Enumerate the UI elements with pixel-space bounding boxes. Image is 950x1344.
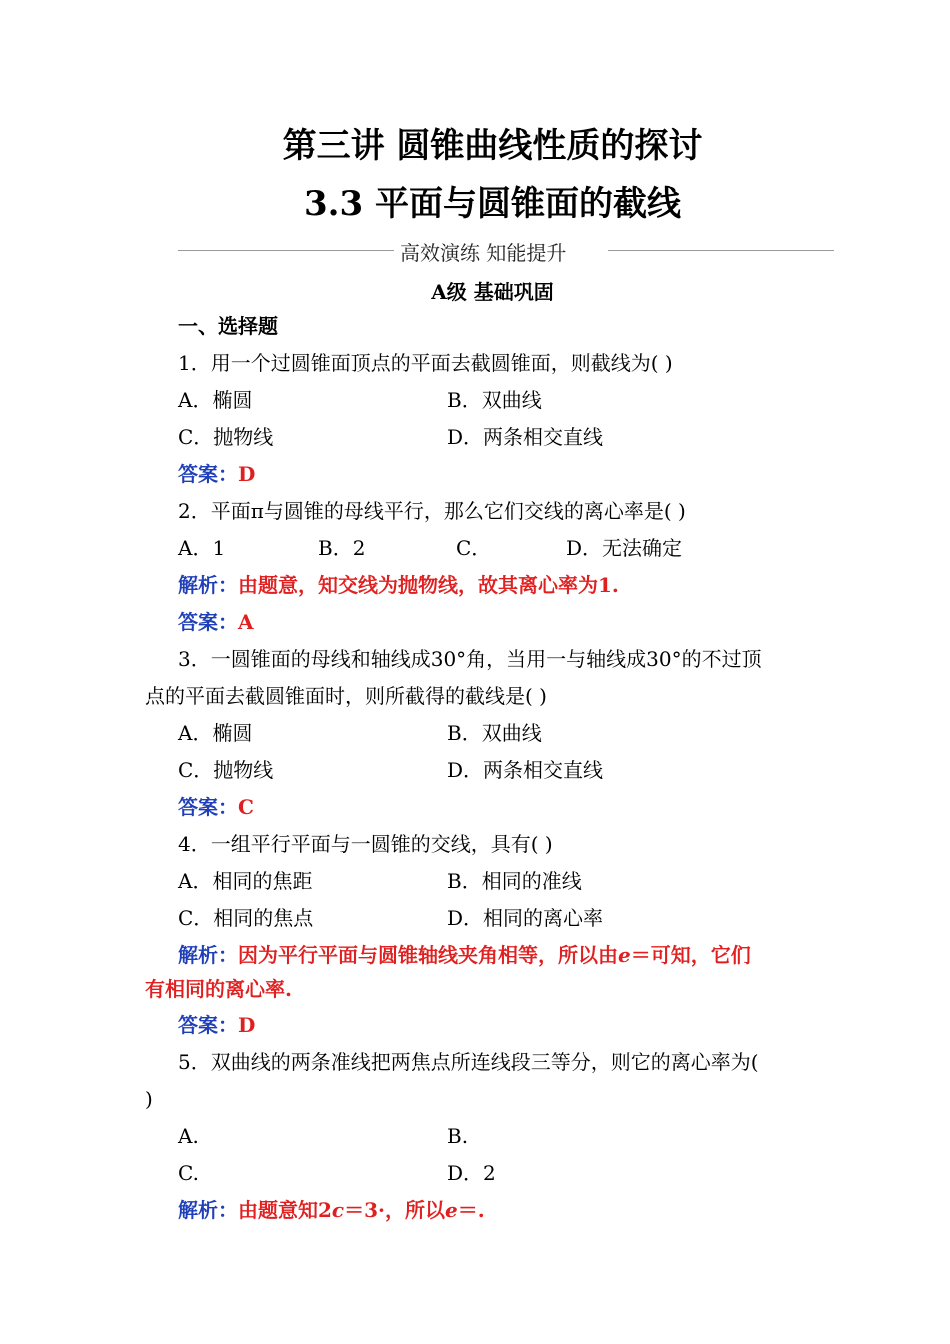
q5-option-b: B. [447,1124,469,1148]
answer-value: C [238,795,254,819]
analysis-text: 由题意，知交线为抛物线，故其离心率为1. [238,573,619,597]
analysis-text: ＝可知，它们 [630,943,751,967]
q2-answer [178,609,254,635]
analysis-text: 由题意知2 [238,1198,332,1222]
q2-option-b: B．2 [318,536,366,560]
analysis-variable: e [618,943,631,967]
answer-label: 答案： [178,1013,238,1037]
q2-option-c: C． [456,536,492,560]
section-title: 3.3 平面与圆锥面的截线 [304,184,681,224]
q3-option-b: B．双曲线 [447,721,542,745]
q5-analysis [178,1197,485,1223]
q5-option-d: D．2 [447,1161,496,1185]
q4-analysis-line2: 有相同的离心率. [145,977,292,1001]
q1-option-d: D．两条相交直线 [447,425,604,449]
q4-answer [178,1012,255,1038]
q1-option-a: A．椭圆 [178,388,253,412]
analysis-label: 解析： [178,573,238,597]
q3-option-a: A．椭圆 [178,721,253,745]
answer-label: 答案： [178,795,238,819]
answer-value: D [238,462,256,486]
q2-option-a: A．1 [178,536,226,560]
analysis-text: ＝3·，所以 [344,1198,445,1222]
analysis-text: 因为平行平面与圆锥轴线夹角相等，所以由 [238,943,618,967]
analysis-label: 解析： [178,1198,238,1222]
q4-option-a: A．相同的焦距 [178,869,313,893]
q4-analysis-line1 [178,942,751,968]
q4-option-d: D．相同的离心率 [447,906,604,930]
banner [178,236,834,266]
q1-option-c: C．抛物线 [178,425,274,449]
answer-value: D [238,1013,256,1037]
analysis-label: 解析： [178,943,238,967]
analysis-variable: e [445,1198,458,1222]
q1-answer [178,461,255,487]
q1-option-b: B．双曲线 [447,388,542,412]
q2-analysis [178,572,619,598]
banner-left-rule [178,250,394,251]
q3-stem-line2: 点的平面去截圆锥面时，则所截得的截线是( ) [145,684,547,708]
answer-value: A [238,610,254,634]
q3-option-c: C．抛物线 [178,758,274,782]
q5-option-c: C. [178,1161,199,1185]
level-heading: A级 基础巩固 [431,280,554,304]
analysis-text: ＝. [457,1198,485,1222]
q4-option-c: C．相同的焦点 [178,906,314,930]
q2-option-d: D．无法确定 [566,536,683,560]
q5-stem-line2: ) [145,1087,153,1111]
q5-option-a: A. [178,1124,199,1148]
q3-answer [178,794,254,820]
q4-option-b: B．相同的准线 [447,869,582,893]
q2-stem: 2．平面π与圆锥的母线平行，那么它们交线的离心率是( ) [178,499,686,523]
q3-option-d: D．两条相交直线 [447,758,604,782]
banner-right-rule [608,250,834,251]
chapter-title: 第三讲 圆锥曲线性质的探讨 [282,126,703,166]
q1-stem: 1．用一个过圆锥面顶点的平面去截圆锥面，则截线为( ) [178,351,673,375]
analysis-variable: c [331,1198,345,1222]
q5-stem-line1: 5．双曲线的两条准线把两焦点所连线段三等分，则它的离心率为( [178,1050,759,1074]
q3-stem-line1: 3．一圆锥面的母线和轴线成30°角，当用一与轴线成30°的不过顶 [178,647,762,671]
q4-stem: 4．一组平行平面与一圆锥的交线，具有( ) [178,832,553,856]
part-heading: 一、选择题 [178,314,278,338]
answer-label: 答案： [178,610,238,634]
answer-label: 答案： [178,462,238,486]
banner-text: 高效演练 知能提升 [400,241,567,265]
